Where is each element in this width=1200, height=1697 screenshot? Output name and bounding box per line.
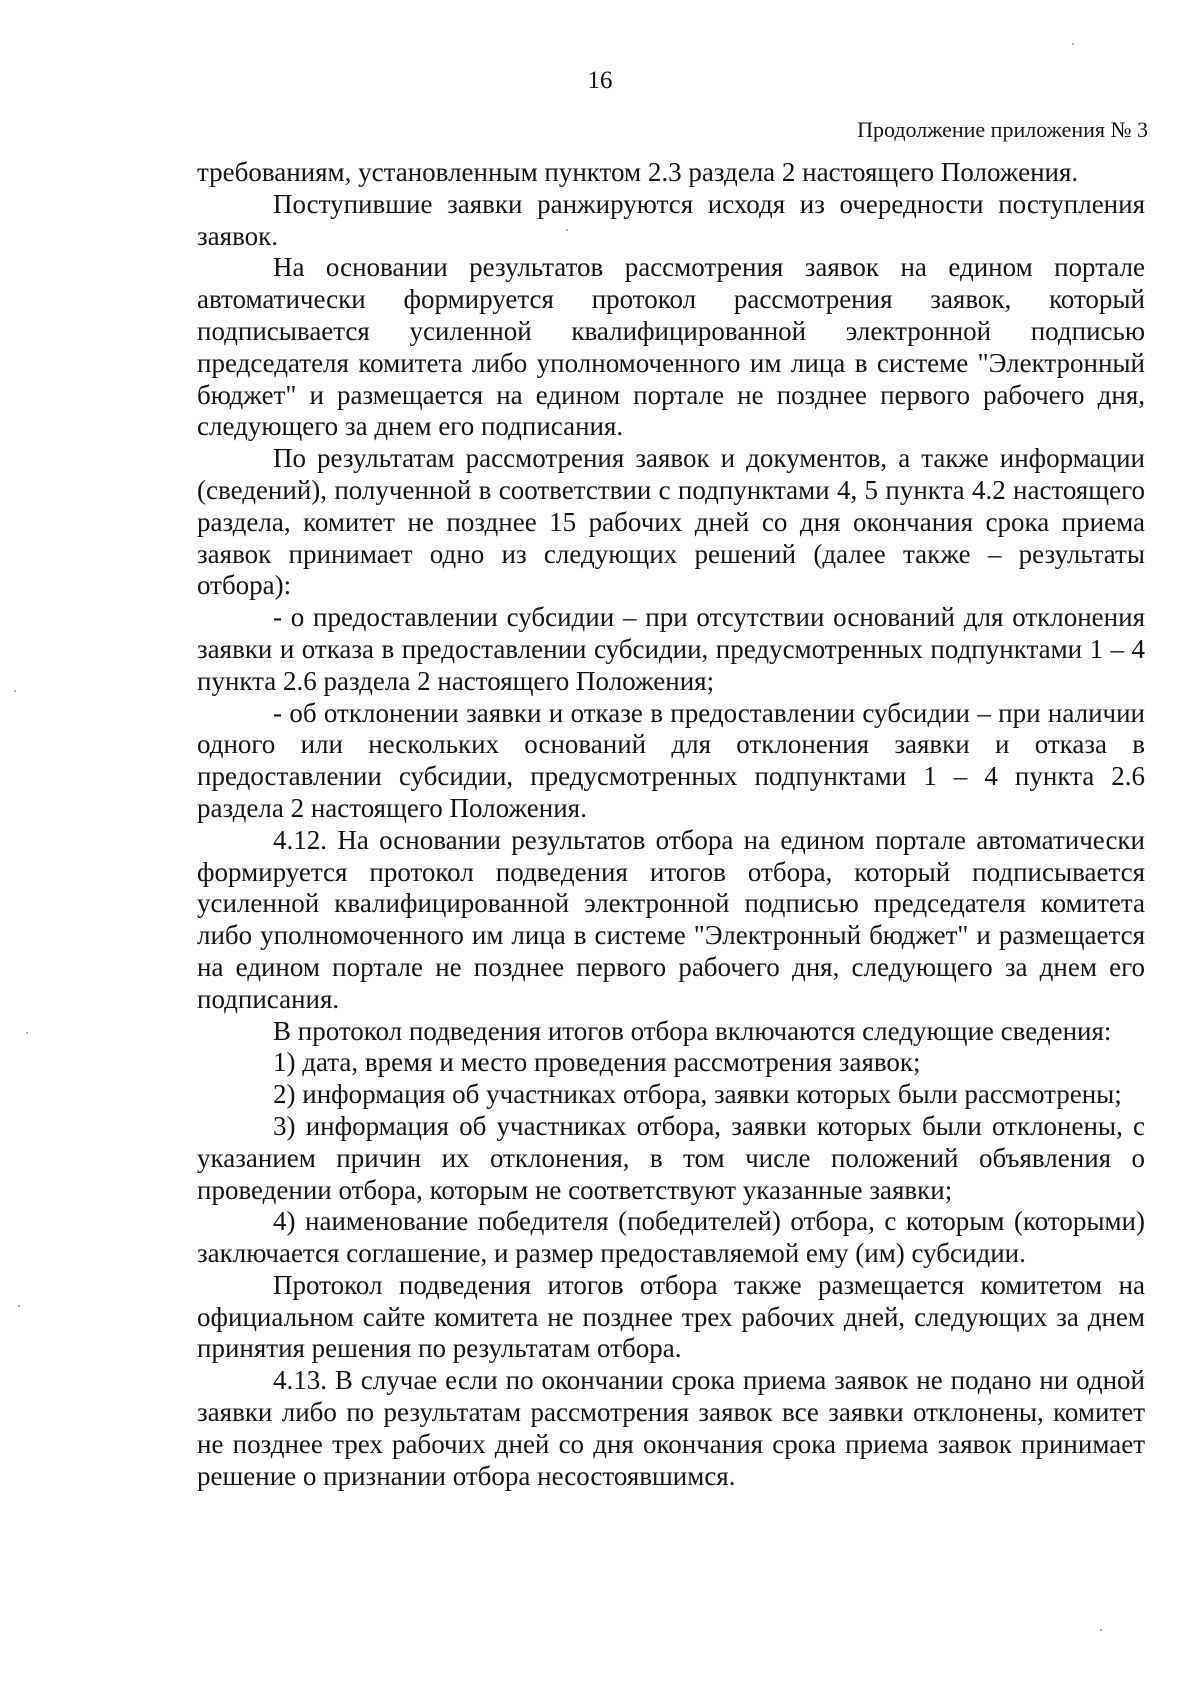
paragraph-protocol-publication: Протокол подведения итогов отбора также размещается комитетом на официальном сайте комитета не позднее трех рабочих дней, следующих за днем принятия решения по результатам отбора. — [197, 1269, 1145, 1364]
paragraph-decisions: По результатам рассмотрения заявок и документов, а также информации (сведений), полученной в соответствии с подпунктами 4, 5 пункта 4.2 настоящего раздела, комитет не позднее 15 рабочих дней со дня окончания срока приема заявок принимает одно из следующих решений (далее также – результаты отбора): — [197, 443, 1145, 601]
paragraph-decision-grant: - о предоставлении субсидии – при отсутствии оснований для отклонения заявки и отказа в предоставлении субсидии, предусмотренных подпунктами 1 – 4 пункта 2.6 раздела 2 настоящего Положения; — [197, 602, 1145, 696]
paragraph-4-12: 4.12. На основании результатов отбора на едином портале автоматически формируется протокол подведения итогов отбора, который подписывается усиленной квалифицированной электронной подписью председателя комитета либо уполномоченного им лица в системе "Электронный бюджет" и размещается на едином портале не позднее первого рабочего дня, следующего за днем его подписания. — [197, 824, 1145, 1014]
scan-speck — [18, 1305, 20, 1307]
scan-speck — [566, 229, 568, 231]
paragraph-decision-reject: - об отклонении заявки и отказе в предоставлении субсидии – при наличии одного или нескольких оснований для отклонения заявки и отказа в предоставлении субсидии, предусмотренных подпунктами 1 – 4 пункта 2.6 раздела 2 настоящего Положения. — [197, 697, 1145, 823]
continuation-header: Продолжение приложения № 3 — [857, 117, 1148, 142]
paragraph-continuation: требованиям, установленным пунктом 2.3 раздела 2 настоящего Положения. — [197, 157, 1079, 187]
paragraph-4-13: 4.13. В случае если по окончании срока приема заявок не подано ни одной заявки либо по результатам рассмотрения заявок все заявки отклонены, комитет не позднее трех рабочих дней со дня окончания срока приема заявок принимает решение о признании отбора несостоявшимся. — [197, 1365, 1145, 1491]
list-item-2: 2) информация об участниках отбора, заявки которых были рассмотрены; — [273, 1079, 1122, 1110]
scan-speck — [14, 690, 16, 692]
scan-speck — [1072, 43, 1074, 45]
list-item-1: 1) дата, время и место проведения рассмотрения заявок; — [273, 1047, 921, 1078]
scan-speck — [1100, 1629, 1102, 1631]
page-number: 16 — [587, 67, 613, 94]
scan-speck — [26, 1032, 28, 1034]
document-body — [197, 157, 1145, 1492]
paragraph-protocol-contents: В протокол подведения итогов отбора включаются следующие сведения: — [273, 1015, 1112, 1046]
list-item-4: 4) наименование победителя (победителей) отбора, с которым (которыми) заключается соглашение, и размер предоставляемой ему (им) субсидии. — [197, 1206, 1145, 1269]
paragraph-ranking: Поступившие заявки ранжируются исходя из очередности поступления заявок. — [197, 188, 1145, 251]
list-item-3: 3) информация об участниках отбора, заявки которых были отклонены, с указанием причин их отклонения, в том числе положений объявления о проведении отбора, которым не соответствуют указанные заявки; — [197, 1110, 1145, 1205]
paragraph-review-protocol: На основании результатов рассмотрения заявок на едином портале автоматически формируется протокол рассмотрения заявок, который подписывается усиленной квалифицированной электронной подписью председателя комитета либо уполномоченного им лица в системе "Электронный бюджет" и размещается на едином портале не позднее первого рабочего дня, следующего за днем его подписания. — [197, 252, 1145, 442]
